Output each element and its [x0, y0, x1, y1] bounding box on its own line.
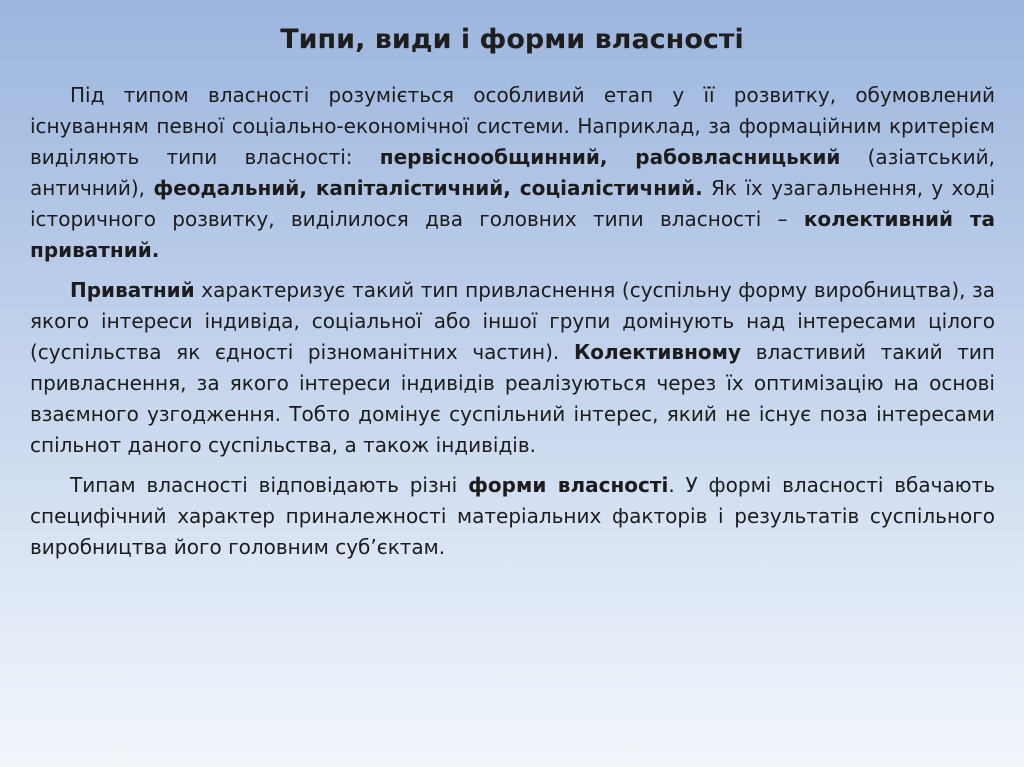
bold-text: Колективному — [573, 340, 742, 364]
text-run: Типам власності відповідають різні — [70, 473, 469, 497]
text-run: характеризує такий тип привласнення (суспільну форму виробництва), за якого інтереси індивіда, соціальної або іншої групи домінують над інтересами цілого (суспільства як єдності різноманітних частин). — [30, 278, 995, 364]
bold-text: феодальний, капіталістичний, соціалістичний. — [153, 176, 703, 200]
bold-text: колективний та приватний. — [30, 207, 995, 262]
paragraph — [30, 470, 995, 563]
paragraph — [30, 80, 995, 266]
slide-title: Типи, види і форми власності — [280, 24, 744, 55]
text-run: властивий такий тип привласнення, за якого інтереси індивідів реалізуються через їх оптимізацію на основі взаємного узгодження. Тобто домінує суспільний інтерес, який не існує поза інтересами спільнот даного суспільства, а також індивідів. — [30, 340, 995, 457]
bold-text: Приватний — [70, 278, 195, 302]
text-run: Як їх узагальнення, у ході історичного розвитку, виділилося два головних типи власності – — [30, 176, 996, 231]
bold-text: форми власності — [468, 473, 669, 497]
slide-body — [30, 80, 995, 572]
text-run: . У формі власності вбачають специфічний характер приналежності матеріальних факторів і результатів суспільного виробництва його головним суб’єктам. — [30, 473, 995, 559]
bold-text: первіснообщинний, рабовласницький — [379, 145, 841, 169]
paragraph — [30, 275, 995, 461]
text-run: (азіатський, античний), — [30, 145, 995, 200]
text-run: Під типом власності розуміється особливий етап у її розвитку, обумовлений існуванням певної соціально-економічної системи. Наприклад, за формаційним критерієм виділяють типи власності: — [30, 83, 995, 169]
